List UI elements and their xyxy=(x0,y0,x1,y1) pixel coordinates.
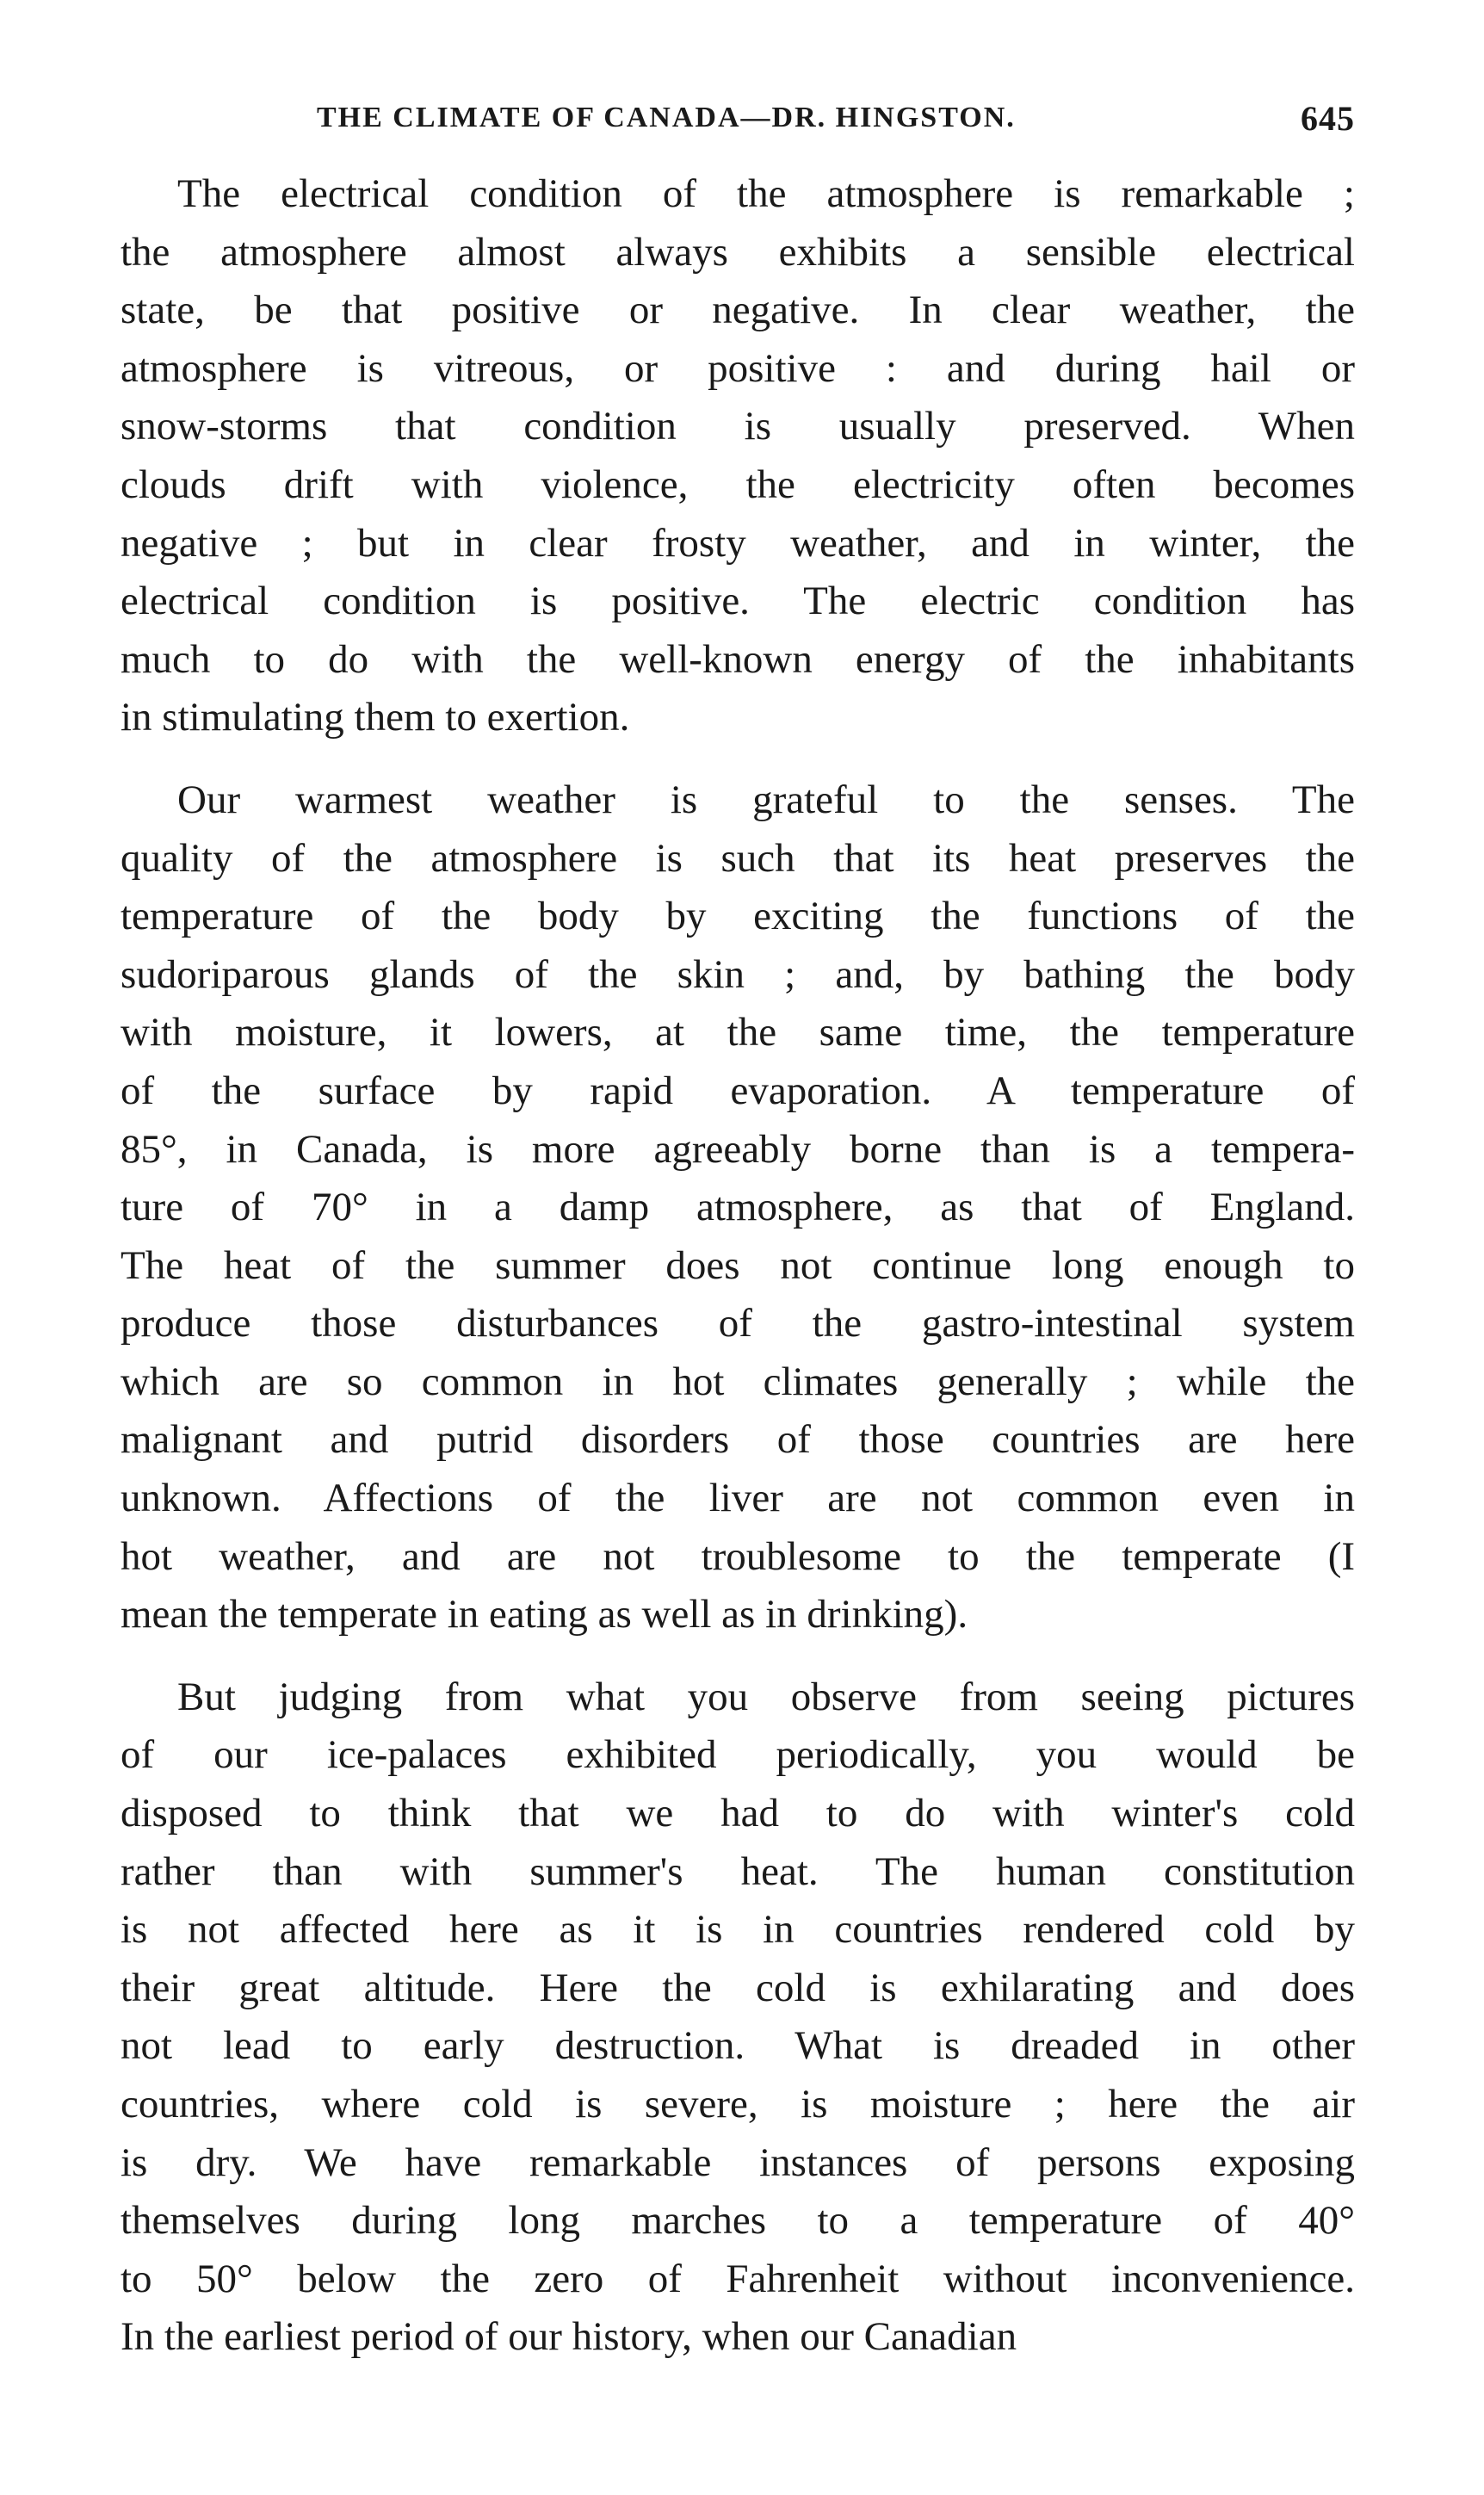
text-line: the atmosphere almost always exhibits a sensible electrical xyxy=(121,229,1355,275)
text-line: much to do with the well-known energy of the inhabitants xyxy=(121,636,1355,682)
text-line: state, be that positive or negative. In clear weather, the xyxy=(121,288,1355,333)
text-line: rather than with summer's heat. The human constitution xyxy=(121,1848,1355,1894)
text-line: with moisture, it lowers, at the same time, the temperature xyxy=(121,1010,1355,1056)
text-line: atmosphere is vitreous, or positive : and during hail or xyxy=(121,345,1355,391)
text-line: hot weather, and are not troublesome to the temperate (I xyxy=(121,1533,1355,1579)
text-line: themselves during long marches to a temperature of 40° xyxy=(121,2198,1355,2244)
text-line: The electrical condition of the atmosphere is remarkable ; xyxy=(177,171,1355,216)
text-line: quality of the atmosphere is such that its heat preserves the xyxy=(121,835,1355,881)
text-line: temperature of the body by exciting the functions of the xyxy=(121,894,1355,939)
text-line: to 50° below the zero of Fahrenheit without inconvenience. xyxy=(121,2256,1355,2301)
text-line: is not affected here as it is in countries rendered cold by xyxy=(121,1907,1355,1953)
text-line: unknown. Affections of the liver are not common even in xyxy=(121,1476,1355,1521)
text-line: their great altitude. Here the cold is exhilarating and does xyxy=(121,1965,1355,2010)
page-number: 645 xyxy=(1301,99,1355,138)
text-line: countries, where cold is severe, is moisture ; here the air xyxy=(121,2082,1355,2127)
running-head xyxy=(121,86,1355,155)
text-line: negative ; but in clear frosty weather, and in winter, the xyxy=(121,520,1355,566)
text-line: electrical condition is positive. The electric condition has xyxy=(121,579,1355,624)
body-text xyxy=(121,165,1355,2367)
text-line: sudoriparous glands of the skin ; and, by bathing the body xyxy=(121,951,1355,997)
text-line: clouds drift with violence, the electricity often becomes xyxy=(121,461,1355,507)
text-line: ture of 70° in a damp atmosphere, as that of England. xyxy=(121,1185,1355,1230)
paragraph xyxy=(121,1668,1355,2367)
text-line: in stimulating them to exertion. xyxy=(121,695,630,740)
text-line: produce those disturbances of the gastro-intestinal system xyxy=(121,1301,1355,1347)
text-line: 85°, in Canada, is more agreeably borne than is a tempera- xyxy=(121,1126,1355,1172)
book-page xyxy=(121,86,1355,2391)
paragraph xyxy=(121,165,1355,747)
text-line: of our ice-palaces exhibited periodically, you would be xyxy=(121,1732,1355,1778)
text-line: not lead to early destruction. What is dreaded in other xyxy=(121,2023,1355,2069)
text-line: The heat of the summer does not continue long enough to xyxy=(121,1242,1355,1288)
text-line: malignant and putrid disorders of those countries are here xyxy=(121,1417,1355,1463)
text-line: In the earliest period of our history, when our Canadian xyxy=(121,2314,1017,2360)
text-line: of the surface by rapid evaporation. A temperature of xyxy=(121,1068,1355,1113)
running-title: THE CLIMATE OF CANADA—DR. HINGSTON. xyxy=(317,102,1016,133)
text-line: snow-storms that condition is usually preserved. When xyxy=(121,404,1355,449)
text-line: disposed to think that we had to do with winter's cold xyxy=(121,1791,1355,1836)
text-line: Our warmest weather is grateful to the senses. The xyxy=(177,777,1355,822)
text-line: mean the temperate in eating as well as in drinking). xyxy=(121,1592,968,1638)
text-line: is dry. We have remarkable instances of persons exposing xyxy=(121,2139,1355,2185)
text-line: But judging from what you observe from seeing pictures xyxy=(177,1674,1355,1719)
paragraph xyxy=(121,771,1355,1644)
text-line: which are so common in hot climates generally ; while the xyxy=(121,1359,1355,1404)
